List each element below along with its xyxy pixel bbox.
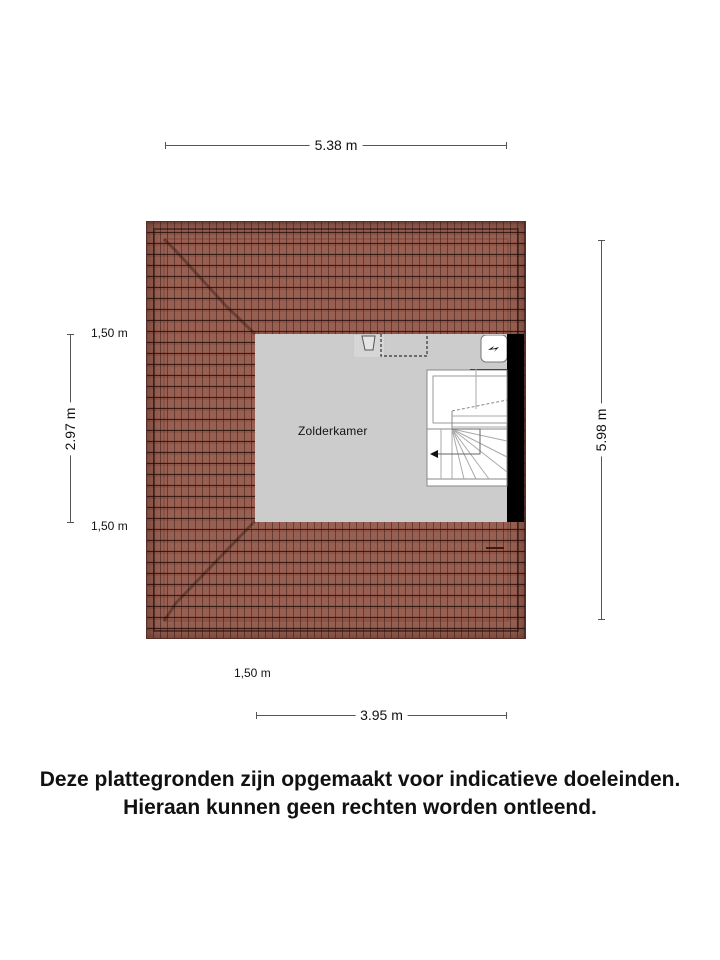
- staircase-icon: [426, 369, 508, 487]
- exterior-wall: [507, 334, 524, 522]
- dimension-left-top-offset: 1,50 m: [91, 326, 128, 340]
- dimension-left-height: [63, 334, 77, 523]
- dimension-bottom-left-offset: 1,50 m: [234, 666, 271, 680]
- dimension-bottom-width-label: 3.95 m: [355, 706, 408, 724]
- dimension-left-bottom-offset: 1,50 m: [91, 519, 128, 533]
- roof-window-icon: [380, 334, 430, 358]
- dimension-top-width: [165, 138, 507, 152]
- dimension-left-height-label: 2.97 m: [62, 402, 78, 455]
- room-label: Zolderkamer: [298, 424, 368, 438]
- disclaimer-line-1: Deze plattegronden zijn opgemaakt voor indicatieve doeleinden.: [39, 768, 681, 791]
- disclaimer-line-2: Hieraan kunnen geen rechten worden ontleend.: [123, 796, 597, 819]
- heater-icon: [480, 335, 508, 363]
- dimension-bottom-width: [256, 708, 507, 722]
- dimension-right-height-label: 5.98 m: [593, 404, 609, 457]
- dimension-top-width-label: 5.38 m: [310, 136, 363, 154]
- dimension-right-height: [594, 240, 608, 620]
